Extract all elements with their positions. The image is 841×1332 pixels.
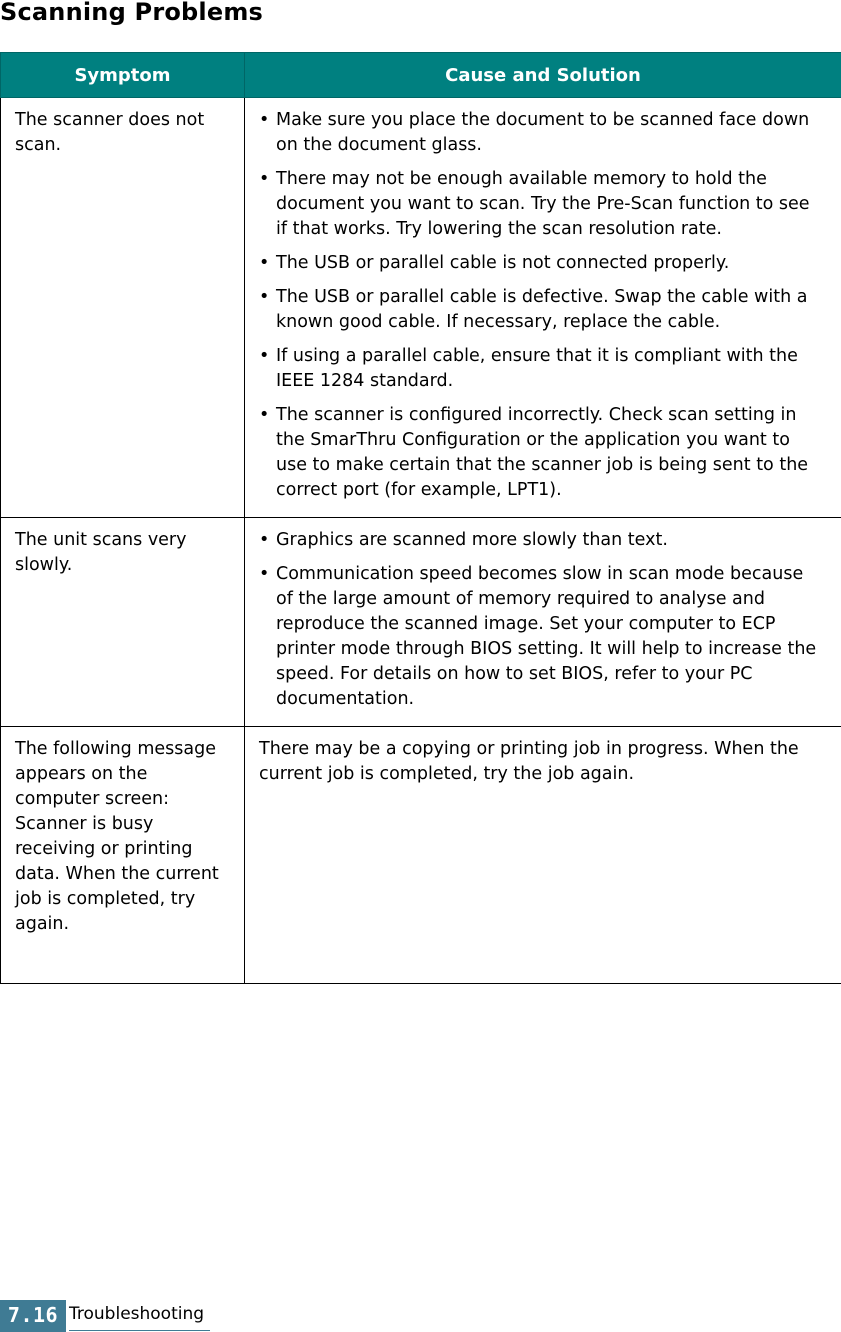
solution-list	[259, 108, 825, 503]
symptom-cell: The scanner does not scan.	[1, 98, 245, 518]
table-row	[1, 98, 841, 518]
list-item	[259, 403, 825, 503]
bullet-icon: •	[259, 346, 270, 366]
solution-text: There may not be enough available memory to hold the document you want to scan. Try the Pre-Scan function to see if that works. Try lowering the scan resolution rate.	[276, 169, 810, 239]
solution-text: The scanner is configured incorrectly. Check scan setting in the SmarThru Configuration or the application you want to use to make certain that the scanner job is being sent to the correct port (for example, LPT1).	[276, 405, 809, 500]
table-header-row	[1, 53, 841, 98]
list-item	[259, 285, 825, 335]
solution-list	[259, 528, 825, 712]
list-item	[259, 562, 825, 712]
page-title: Scanning Problems	[0, 0, 264, 26]
solution-text: Graphics are scanned more slowly than text.	[276, 530, 668, 550]
troubleshooting-table	[0, 52, 841, 984]
list-item	[259, 108, 825, 158]
solution-cell: There may be a copying or printing job in progress. When the current job is completed, try the job again.	[245, 727, 841, 984]
solution-cell	[245, 98, 841, 518]
header-symptom: Symptom	[1, 53, 245, 98]
list-item	[259, 528, 825, 553]
bullet-icon: •	[259, 110, 270, 130]
header-cause-and-solution: Cause and Solution	[245, 53, 841, 98]
bullet-icon: •	[259, 287, 270, 307]
list-item	[259, 167, 825, 242]
bullet-icon: •	[259, 530, 270, 550]
solution-text: If using a parallel cable, ensure that it is compliant with the IEEE 1284 standard.	[276, 346, 798, 391]
solution-text: Make sure you place the document to be scanned face down on the document glass.	[276, 110, 810, 155]
symptom-cell: The unit scans very slowly.	[1, 518, 245, 727]
section-label: Troubleshooting	[69, 1300, 210, 1331]
solution-text: The USB or parallel cable is defective. Swap the cable with a known good cable. If necessary, replace the cable.	[276, 287, 808, 332]
solution-text: The USB or parallel cable is not connected properly.	[276, 253, 730, 273]
table-row	[1, 518, 841, 727]
list-item	[259, 251, 825, 276]
table-row	[1, 727, 841, 984]
symptom-cell: The following message appears on the computer screen: Scanner is busy receiving or printing data. When the current job is completed, try again.	[1, 727, 245, 984]
bullet-icon: •	[259, 253, 270, 273]
page-number: 7.16	[0, 1300, 66, 1332]
list-item	[259, 344, 825, 394]
solution-text: Communication speed becomes slow in scan mode because of the large amount of memory required to analyse and reproduce the scanned image. Set your computer to ECP printer mode through BIOS setting. It will help to increase the speed. For details on how to set BIOS, refer to your PC documentation.	[276, 564, 817, 709]
bullet-icon: •	[259, 564, 270, 584]
solution-cell	[245, 518, 841, 727]
bullet-icon: •	[259, 405, 270, 425]
bullet-icon: •	[259, 169, 270, 189]
